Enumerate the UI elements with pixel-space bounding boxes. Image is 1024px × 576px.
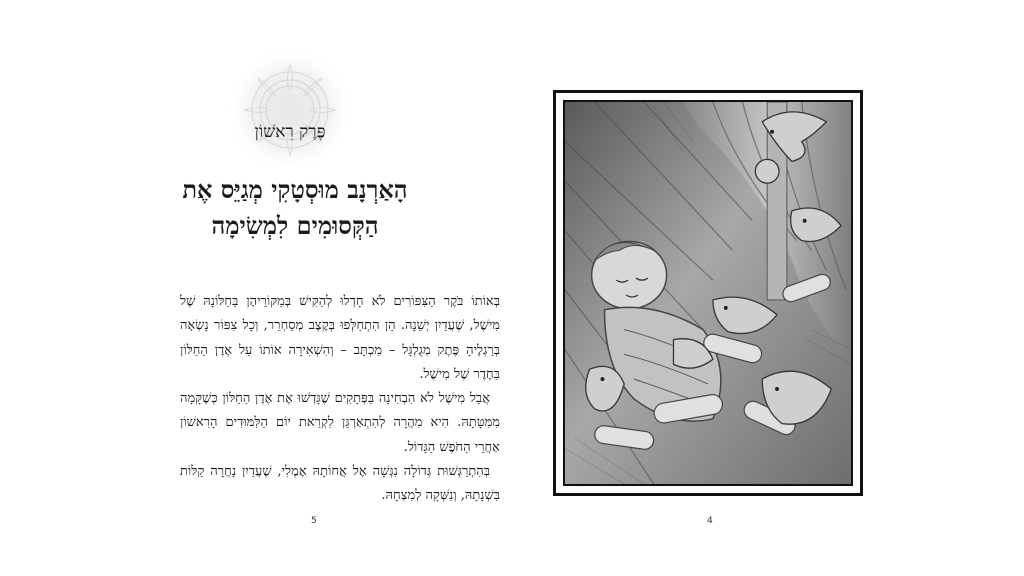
chapter-body-text (180, 290, 500, 509)
sleeping-girl-birds-illustration-icon (565, 102, 851, 484)
chapter-title-line-1: הָאַרְנָב מוּסְטָקִי מְגַיֵּס אֶת (182, 175, 408, 204)
paragraph: בְּאוֹתוֹ בֹּקֶר הַצִּפּוֹרִים לֹא חָדְלוּ לְהַקִּישׁ בְּמַקּוֹרֵיהֶן בַּחַלּוֹנָהּ שֶׁל מִישֶׁל, שֶׁעֲדַיִן יְשֵׁנָה. הֵן הִתְחַלְּפוּ בְּקֶצֶב מְסַחְרֵר, וְכָל צִפּוֹר נָשְׂאָה בְּרַגְלֶיהָ פֶּתֶק מְגֻלְגָּל – מִכְתָּב – וְהִשְׁאִירָה אוֹתוֹ עַל אֶדֶן הַחַלּוֹן בַּחֶדֶר שֶׁל מִישֶׁל. (180, 294, 500, 382)
paragraph: בְּהִתְרַגְּשׁוּת גְּדוֹלָה נִגְּשָׁה אֶל אֲחוֹתָהּ אֶמֶלִי, שֶׁעֲדַיִן נָחֲרָה קַלּוֹת בִּשְׁנָתָהּ, וְנִשְּׁקָה לְמִצְחָהּ. (180, 464, 500, 504)
chapter-title-line-2: הַקְּסוּמִים לִמְשִׂימָה (211, 211, 379, 240)
illustration (563, 100, 853, 486)
paragraph: אֲבָל מִישֶׁל לֹא הִבְחִינָה בַּפְּתָקִים שֶׁגָּדְשׁוּ אֶת אֶדֶן הַחַלּוֹן כְּשֶׁקָּמָה מִמִּטָּתָהּ. הִיא מִהֲרָה לְהִתְאַרְגֵּן לִקְרַאת יוֹם הַלִּמּוּדִים הָרִאשׁוֹן אַחֲרֵי הַחֹפֶשׁ הַגָּדוֹל. (180, 391, 500, 455)
illustration-frame (553, 90, 863, 496)
mandala-ornament-icon (225, 45, 355, 175)
page-number-left: 5 (311, 516, 317, 526)
chapter-label: פֶּרֶק רִאשׁוֹן (254, 122, 326, 142)
chapter-title (150, 172, 440, 244)
page-number-right: 4 (707, 516, 713, 526)
